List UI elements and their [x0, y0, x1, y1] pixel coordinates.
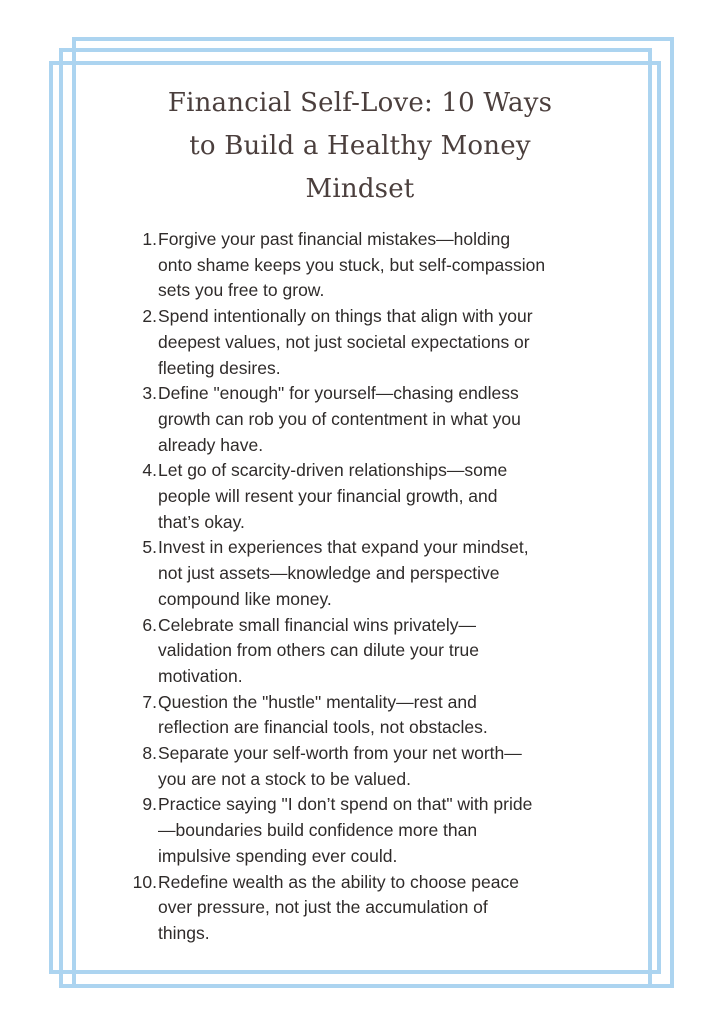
item-text-line: validation from others can dilute your true	[158, 640, 479, 661]
item-text-line: motivation.	[158, 665, 243, 686]
title-line: to Build a Healthy Money	[189, 131, 531, 161]
list-item	[80, 741, 640, 792]
list-item	[80, 458, 640, 535]
item-number: 3.	[142, 383, 157, 404]
item-number: 10.	[132, 871, 157, 892]
item-text-line: Celebrate small financial wins privately—	[158, 614, 477, 635]
item-text-line: fleeting desires.	[158, 357, 281, 378]
title-line: Mindset	[305, 174, 415, 204]
item-number: 4.	[142, 460, 157, 481]
item-text-line: Spend intentionally on things that align with your	[158, 306, 533, 327]
item-text-line: Forgive your past financial mistakes—holding	[158, 229, 511, 249]
item-number: 9.	[142, 794, 157, 815]
item-number: 8.	[142, 743, 157, 764]
item-text-line: Redefine wealth as the ability to choose peace	[158, 871, 519, 892]
item-text-line: growth can rob you of contentment in what you	[158, 408, 521, 429]
item-text-line: over pressure, not just the accumulation of	[158, 897, 488, 918]
item-text-line: deepest values, not just societal expectations or	[158, 331, 530, 352]
list-item	[80, 613, 640, 690]
item-number: 7.	[142, 691, 157, 712]
list-item	[80, 227, 640, 304]
tips-list	[80, 227, 640, 947]
item-text-line: Let go of scarcity-driven relationships—some	[158, 460, 508, 481]
item-text-line: compound like money.	[158, 588, 332, 609]
item-text-line: already have.	[158, 434, 264, 455]
item-text-line: people will resent your financial growth, and	[158, 486, 498, 507]
list-item	[80, 381, 640, 458]
title-line: Financial Self-Love: 10 Ways	[167, 88, 553, 118]
list-item	[80, 690, 640, 741]
page-title	[80, 82, 640, 211]
item-number: 1.	[142, 229, 157, 249]
item-text-line: onto shame keeps you stuck, but self-compassion	[158, 254, 546, 275]
item-text-line: Separate your self-worth from your net worth—	[158, 743, 522, 764]
item-text-line: Invest in experiences that expand your mindset,	[158, 537, 529, 558]
item-text-line: Practice saying "I don’t spend on that" with pride	[158, 794, 533, 815]
item-text-line: not just assets—knowledge and perspective	[158, 563, 500, 584]
item-number: 5.	[142, 537, 157, 558]
item-text-line: sets you free to grow.	[158, 280, 325, 301]
item-number: 2.	[142, 306, 157, 327]
item-text-line: impulsive spending ever could.	[158, 845, 398, 866]
list-item	[80, 304, 640, 381]
item-text-line: things.	[158, 922, 210, 943]
document-content	[80, 82, 640, 947]
item-text-line: Define "enough" for yourself—chasing endless	[158, 383, 519, 404]
list-item	[80, 535, 640, 612]
item-number: 6.	[142, 614, 157, 635]
item-text-line: Question the "hustle" mentality—rest and	[158, 691, 477, 712]
item-text-line: —boundaries build confidence more than	[158, 820, 478, 841]
item-text-line: that’s okay.	[158, 511, 245, 532]
list-item	[80, 870, 640, 947]
item-text-line: you are not a stock to be valued.	[158, 768, 411, 789]
list-item	[80, 792, 640, 869]
item-text-line: reflection are financial tools, not obstacles.	[158, 717, 488, 738]
